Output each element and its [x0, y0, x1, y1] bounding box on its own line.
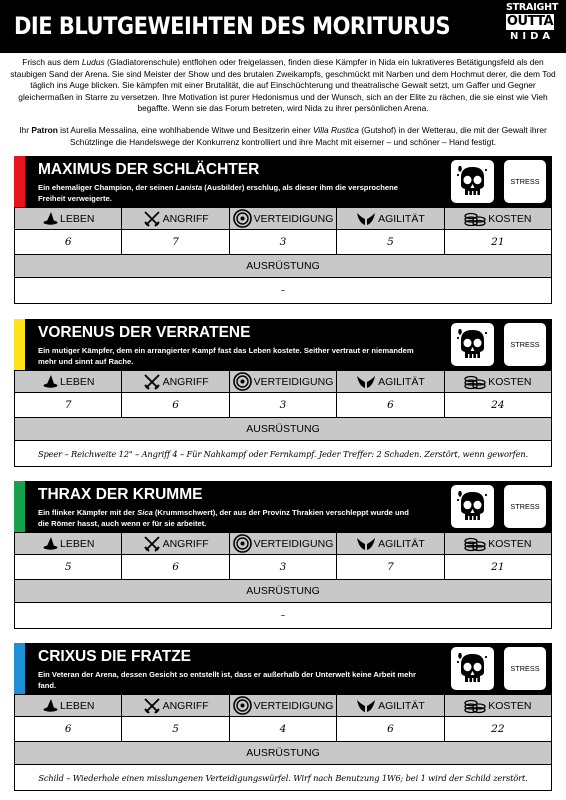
stat-header-verteidigung	[230, 533, 337, 554]
stat-label-verteidigung: VERTEIDIGUNG	[253, 212, 334, 225]
wings-icon	[356, 374, 376, 390]
equipment-header	[14, 742, 552, 765]
skull-icon	[456, 651, 489, 687]
stat-header-kosten	[445, 533, 551, 554]
stat-headers	[14, 532, 552, 555]
page-header	[0, 0, 566, 53]
equipment-label: AUSRÜSTUNG	[246, 747, 320, 759]
equipment-value: –	[14, 278, 552, 304]
wizard-hat-icon	[42, 211, 58, 226]
intro-text-italic: Ludus	[81, 57, 105, 67]
crossed-swords-icon	[143, 697, 161, 714]
equipment-label: AUSRÜSTUNG	[246, 423, 320, 435]
stat-header-angriff	[122, 371, 229, 392]
coins-icon	[464, 211, 486, 227]
fighter-description	[38, 345, 418, 367]
desc-segment: (Ausbilder) erschlug, als dieser ihm die versprochene Freiheit verweigerte.	[38, 183, 398, 203]
crossed-swords-icon	[143, 210, 161, 227]
stat-header-kosten	[445, 208, 551, 229]
equipment-header	[14, 580, 552, 603]
stat-header-kosten	[445, 371, 551, 392]
desc-italic: Lanista	[175, 183, 203, 192]
intro-text-italic: Villa Rustica	[312, 124, 359, 135]
stat-label-kosten: KOSTEN	[488, 212, 532, 225]
fighter-description	[38, 182, 418, 204]
stat-value-kosten: 21	[491, 236, 505, 248]
stat-label-leben: LEBEN	[59, 699, 95, 712]
stat-header-agilitaet	[337, 208, 444, 229]
stat-label-leben: LEBEN	[59, 537, 95, 550]
stress-box	[504, 323, 546, 366]
stat-label-kosten: KOSTEN	[488, 375, 532, 388]
intro-text-segment: ist Aurelia Messalina, eine wohlhabende Witwe und Besitzerin einer	[57, 124, 313, 135]
stat-value-leben: 7	[15, 393, 122, 417]
intro-text	[8, 57, 558, 148]
stat-header-verteidigung	[230, 371, 337, 392]
stat-label-agilitaet: AGILITÄT	[378, 537, 425, 550]
desc-segment: (Krummschwert), der aus der Provinz Thrakien verschleppt wurde und die Römer hasst, auch wenn er für sie arbeitet.	[38, 508, 409, 528]
stat-value-kosten: 22	[491, 723, 505, 735]
logo-line-2: OUTTA	[506, 14, 554, 29]
stat-header-leben	[15, 371, 122, 392]
wizard-hat-icon	[42, 536, 58, 551]
fighter-name: MAXIMUS DER SCHLÄCHTER	[38, 161, 260, 178]
crossed-swords-icon	[143, 535, 161, 552]
wings-icon	[356, 698, 376, 714]
stat-value-angriff: 6	[122, 393, 229, 417]
stat-value-verteidigung: 3	[230, 555, 337, 579]
stat-label-agilitaet: AGILITÄT	[378, 699, 425, 712]
skull-icon	[456, 164, 489, 200]
stat-headers	[14, 370, 552, 393]
equipment-value: Schild – Wiederhole einen misslungenen Verteidigungswürfel. Wirf nach Benutzung 1W6; bei 1 wird der Schild zerstört.	[14, 765, 552, 791]
equipment-header	[14, 255, 552, 278]
fighter-name: THRAX DER KRUMME	[38, 486, 203, 503]
stat-value-agilitaet: 7	[337, 555, 444, 579]
card-header	[14, 481, 552, 532]
stat-value-leben: 5	[15, 555, 122, 579]
stat-header-agilitaet	[337, 533, 444, 554]
stat-headers	[14, 694, 552, 717]
stat-label-agilitaet: AGILITÄT	[378, 375, 425, 388]
stat-header-agilitaet	[337, 695, 444, 716]
stat-header-angriff	[122, 208, 229, 229]
coins-icon	[464, 374, 486, 390]
card-header	[14, 319, 552, 370]
logo-line-1: STRAIGHT	[506, 2, 559, 13]
desc-italic: Sica	[137, 508, 153, 517]
equipment-value: Speer – Reichweite 12" – Angriff 4 – Für Nahkampf oder Fernkampf. Jeder Treffer: 2 Schaden. Zerstört, wenn geworfen.	[14, 441, 552, 467]
card-color-strip	[14, 319, 25, 370]
stat-label-angriff: ANGRIFF	[162, 375, 209, 388]
equipment-value: –	[14, 603, 552, 629]
stat-label-verteidigung: VERTEIDIGUNG	[253, 375, 334, 388]
stat-label-verteidigung: VERTEIDIGUNG	[253, 537, 334, 550]
stat-values	[14, 230, 552, 255]
desc-segment: Ein Veteran der Arena, dessen Gesicht so entstellt ist, dass er außerhalb der Unterwelt keine Arbeit mehr fand.	[38, 670, 416, 690]
stat-values	[14, 555, 552, 580]
stat-header-leben	[15, 208, 122, 229]
skull-icon-box	[451, 323, 494, 366]
stress-label: STRESS	[510, 502, 540, 511]
stat-header-verteidigung	[230, 695, 337, 716]
shield-icon	[233, 534, 252, 553]
stat-headers	[14, 207, 552, 230]
stat-value-verteidigung: 3	[230, 393, 337, 417]
shield-icon	[233, 209, 252, 228]
stat-label-leben: LEBEN	[59, 375, 95, 388]
stat-value-angriff: 6	[122, 555, 229, 579]
skull-icon-box	[451, 647, 494, 690]
crossed-swords-icon	[143, 373, 161, 390]
desc-segment: Ein mutiger Kämpfer, dem ein arrangierter Kampf fast das Leben kostete. Seither vertraut er niemandem mehr und sinnt auf Rache.	[38, 346, 414, 366]
stat-label-kosten: KOSTEN	[488, 699, 532, 712]
shield-icon	[233, 372, 252, 391]
coins-icon	[464, 536, 486, 552]
stat-label-verteidigung: VERTEIDIGUNG	[253, 699, 334, 712]
stat-header-leben	[15, 695, 122, 716]
card-color-strip	[14, 156, 25, 207]
card-color-strip	[14, 481, 25, 532]
skull-icon	[456, 489, 489, 525]
equipment-header	[14, 418, 552, 441]
stat-values	[14, 717, 552, 742]
stat-header-kosten	[445, 695, 551, 716]
stat-value-verteidigung: 4	[230, 717, 337, 741]
stress-label: STRESS	[510, 664, 540, 673]
desc-segment: Ein flinker Kämpfer mit der	[38, 508, 138, 517]
stress-box	[504, 160, 546, 203]
stat-value-agilitaet: 6	[337, 393, 444, 417]
card-header	[14, 643, 552, 694]
straight-outta-nida-logo	[506, 2, 559, 51]
stat-value-agilitaet: 6	[337, 717, 444, 741]
stat-values	[14, 393, 552, 418]
intro-text-bold: Patron	[31, 124, 58, 135]
skull-icon-box	[451, 160, 494, 203]
stat-value-kosten: 24	[491, 399, 505, 411]
stat-value-leben: 6	[15, 717, 122, 741]
intro-paragraph-2	[8, 125, 558, 148]
stat-header-angriff	[122, 695, 229, 716]
intro-text-segment: (Gladiatorenschule) entflohen oder freigelassen, finden diese Kämpfer in Nida ein lukrativeres Betätigungsfeld als den staubigen Sand der Arena. Sie sind Meister der Show und des brutalen Zweikampfs, geschmückt mit Narben und dem Hochmut derer, die dem Tod täglich ins Auge blicken. Sie kämpfen mit einer Brutalität, die auf Einschüchterung und theatralische Gewalt setzt, um Gaffer und Gegner gleichermaßen in Starre zu versetzen. Ihre Motivation ist purer Hedonismus und der Wunsch, sich an der Elite zu rächen, die sie einst wie Vieh begaffte. Wenn sie das Forum betreten, wird Nida zu ihrer persönlichen Arena.	[10, 57, 556, 114]
stat-value-agilitaet: 5	[337, 230, 444, 254]
stat-value-verteidigung: 3	[230, 230, 337, 254]
stat-header-agilitaet	[337, 371, 444, 392]
page-title: DIE BLUTGEWEIHTEN DES MORITURUS	[14, 12, 451, 40]
stat-label-leben: LEBEN	[59, 212, 95, 225]
fighter-description	[38, 669, 418, 691]
stress-box	[504, 485, 546, 528]
fighter-name: VORENUS DER VERRATENE	[38, 324, 251, 341]
intro-text-segment: Frisch aus dem	[22, 57, 82, 67]
shield-icon	[233, 696, 252, 715]
stress-label: STRESS	[510, 340, 540, 349]
stat-value-leben: 6	[15, 230, 122, 254]
stat-label-angriff: ANGRIFF	[162, 699, 209, 712]
stat-value-angriff: 7	[122, 230, 229, 254]
stat-label-agilitaet: AGILITÄT	[378, 212, 425, 225]
fighter-description	[38, 507, 418, 529]
intro-text-segment: Ihr	[19, 124, 32, 135]
stress-box	[504, 647, 546, 690]
wings-icon	[356, 211, 376, 227]
card-header	[14, 156, 552, 207]
stat-value-kosten: 21	[491, 561, 505, 573]
card-color-strip	[14, 643, 25, 694]
stat-value-angriff: 5	[122, 717, 229, 741]
wizard-hat-icon	[42, 374, 58, 389]
intro-paragraph-1	[8, 57, 558, 115]
stat-label-kosten: KOSTEN	[488, 537, 532, 550]
intro-text-segment: (Gutshof) in der Wetterau, die mit der Gewalt ihrer Schützlinge die Handelswege der Konkurrenz kontrolliert und ihre Macht mit eiserner – und schöner – Hand festigt.	[70, 124, 547, 147]
logo-line-3: NIDA	[510, 31, 555, 42]
stat-header-angriff	[122, 533, 229, 554]
desc-segment: Ein ehemaliger Champion, der seinen	[38, 183, 176, 192]
fighter-name: CRIXUS DIE FRATZE	[38, 648, 191, 665]
stat-label-angriff: ANGRIFF	[162, 212, 209, 225]
equipment-label: AUSRÜSTUNG	[246, 585, 320, 597]
stat-header-leben	[15, 533, 122, 554]
coins-icon	[464, 698, 486, 714]
wizard-hat-icon	[42, 698, 58, 713]
stat-header-verteidigung	[230, 208, 337, 229]
skull-icon	[456, 327, 489, 363]
skull-icon-box	[451, 485, 494, 528]
wings-icon	[356, 536, 376, 552]
equipment-label: AUSRÜSTUNG	[246, 260, 320, 272]
stress-label: STRESS	[510, 177, 540, 186]
stat-label-angriff: ANGRIFF	[162, 537, 209, 550]
